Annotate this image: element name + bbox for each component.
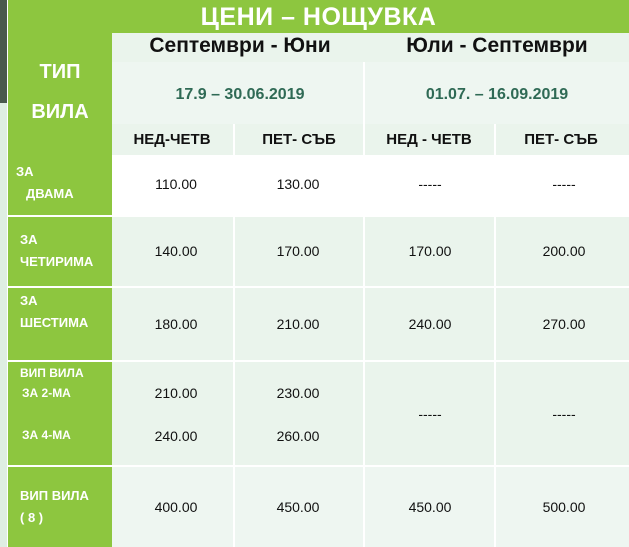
period-name-1: Септември - Юни bbox=[149, 34, 331, 57]
col-header-4: ПЕТ- СЪБ bbox=[524, 131, 598, 148]
price-cell: 260.00 bbox=[276, 428, 320, 444]
grid-line bbox=[363, 62, 365, 547]
corner-label-villa: ВИЛА bbox=[31, 101, 89, 123]
grid-line bbox=[112, 465, 629, 467]
period-name-2: Юли - Септември bbox=[406, 34, 588, 57]
price-cell: 230.00 bbox=[276, 385, 320, 401]
row-label-line1: ВИП ВИЛА bbox=[20, 488, 89, 503]
price-cell: 210.00 bbox=[276, 316, 320, 332]
row-label-line2: ШЕСТИМА bbox=[20, 315, 89, 330]
price-cell: 240.00 bbox=[154, 428, 198, 444]
price-cell: 400.00 bbox=[154, 499, 198, 515]
period-dates-2: 01.07. – 16.09.2019 bbox=[425, 86, 569, 103]
price-cell: 210.00 bbox=[154, 385, 198, 401]
price-cell: 450.00 bbox=[408, 499, 452, 515]
price-cell: ----- bbox=[552, 406, 576, 422]
price-cell: 130.00 bbox=[276, 176, 320, 192]
price-cell: 270.00 bbox=[542, 316, 586, 332]
grid-line bbox=[8, 360, 112, 362]
grid-line bbox=[494, 124, 496, 547]
col-header-2: ПЕТ- СЪБ bbox=[262, 131, 336, 148]
row-label-four bbox=[8, 217, 112, 286]
col-header-1: НЕД-ЧЕТВ bbox=[133, 131, 211, 148]
row-label-two bbox=[8, 155, 112, 215]
corner-label-type: ТИП bbox=[39, 61, 81, 83]
grid-line bbox=[8, 215, 112, 217]
grid-line bbox=[112, 286, 629, 288]
price-cell: ----- bbox=[418, 406, 442, 422]
grid-line bbox=[112, 215, 629, 217]
grid-line bbox=[8, 286, 112, 288]
grid-line bbox=[112, 360, 629, 362]
row-label-line2: ( 8 ) bbox=[20, 510, 44, 525]
period-dates-1: 17.9 – 30.06.2019 bbox=[175, 86, 305, 103]
left-edge-strip bbox=[0, 0, 7, 547]
row-label-line1: ЗА bbox=[20, 293, 38, 308]
row-label-line3: ЗА 4-МА bbox=[22, 428, 71, 442]
price-cell: 170.00 bbox=[276, 243, 320, 259]
table-title: ЦЕНИ – НОЩУВКА bbox=[8, 0, 629, 33]
price-cell: 240.00 bbox=[408, 316, 452, 332]
price-cell: 200.00 bbox=[542, 243, 586, 259]
price-cell: 180.00 bbox=[154, 316, 198, 332]
row-label-line1: ЗА bbox=[20, 232, 38, 247]
row-label-line2: ЗА 2-МА bbox=[22, 386, 71, 400]
left-edge-dark bbox=[0, 0, 7, 103]
left-edge-light bbox=[0, 103, 7, 547]
col-header-3: НЕД - ЧЕТВ bbox=[386, 131, 472, 148]
row-label-vip-8 bbox=[8, 467, 112, 547]
row-label-line1: ЗА bbox=[16, 164, 34, 179]
row-label-line1: ВИП ВИЛА bbox=[20, 366, 84, 380]
price-cell: ----- bbox=[552, 176, 576, 192]
price-cell: ----- bbox=[418, 176, 442, 192]
row-label-vip-2-4 bbox=[8, 362, 112, 465]
price-cell: 170.00 bbox=[408, 243, 452, 259]
row-label-six bbox=[8, 288, 112, 360]
price-cell: 500.00 bbox=[542, 499, 586, 515]
corner-header bbox=[8, 33, 112, 155]
row-label-line2: ДВАМА bbox=[26, 186, 74, 201]
price-cell: 110.00 bbox=[155, 176, 197, 192]
price-cell: 450.00 bbox=[276, 499, 320, 515]
price-cell: 140.00 bbox=[154, 243, 198, 259]
row-label-line2: ЧЕТИРИМА bbox=[20, 254, 94, 269]
grid-line bbox=[8, 465, 112, 467]
